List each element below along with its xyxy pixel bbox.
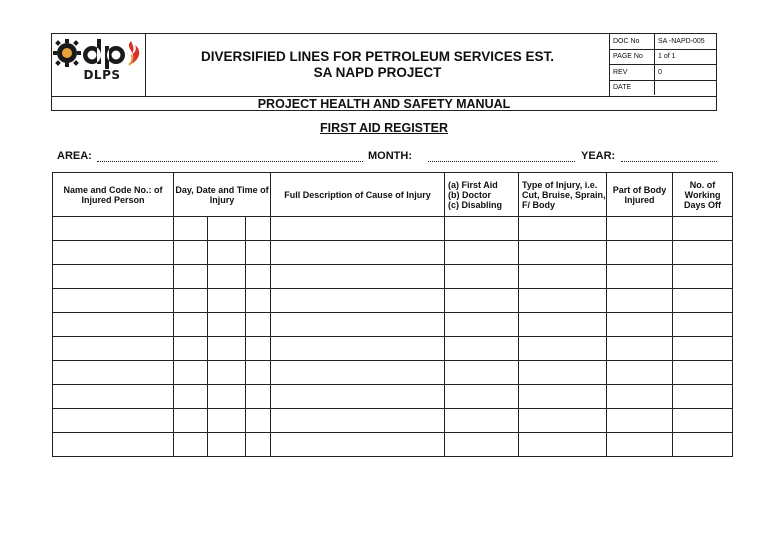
register-cell[interactable]	[208, 241, 246, 265]
register-cell[interactable]	[174, 289, 208, 313]
area-field[interactable]	[97, 161, 363, 162]
register-cell[interactable]	[174, 385, 208, 409]
register-cell[interactable]	[519, 385, 607, 409]
register-cell[interactable]	[53, 289, 174, 313]
classification-b: (b) Doctor	[448, 189, 492, 200]
register-cell[interactable]	[174, 361, 208, 385]
meta-row	[610, 65, 716, 81]
register-body	[53, 217, 733, 457]
table-row	[53, 409, 733, 433]
register-cell[interactable]	[208, 361, 246, 385]
register-cell[interactable]	[271, 313, 445, 337]
col-header-injury-type: Type of Injury, i.e. Cut, Bruise, Sprain, F/ Body	[519, 173, 607, 217]
area-label: AREA:	[57, 150, 92, 162]
register-cell[interactable]	[53, 433, 174, 457]
register-cell[interactable]	[607, 385, 673, 409]
register-cell[interactable]	[271, 241, 445, 265]
col-header-datetime: Day, Date and Time of Injury	[174, 173, 271, 217]
register-cell[interactable]	[246, 313, 271, 337]
table-row	[53, 433, 733, 457]
register-cell[interactable]	[53, 361, 174, 385]
register-cell[interactable]	[246, 433, 271, 457]
meta-row	[610, 80, 716, 95]
col-header-classification	[445, 173, 519, 217]
meta-label: REV	[610, 65, 655, 81]
register-cell[interactable]	[246, 361, 271, 385]
register-cell[interactable]	[53, 313, 174, 337]
table-row	[53, 337, 733, 361]
register-cell[interactable]	[673, 217, 733, 241]
register-cell[interactable]	[53, 241, 174, 265]
register-cell[interactable]	[246, 241, 271, 265]
table-row	[53, 385, 733, 409]
register-cell[interactable]	[53, 217, 174, 241]
table-row	[53, 241, 733, 265]
register-cell[interactable]	[208, 217, 246, 241]
register-cell[interactable]	[271, 361, 445, 385]
register-cell[interactable]	[673, 361, 733, 385]
register-cell[interactable]	[445, 265, 519, 289]
year-label: YEAR:	[581, 150, 616, 162]
register-cell[interactable]	[53, 265, 174, 289]
register-cell[interactable]	[246, 217, 271, 241]
register-cell[interactable]	[208, 385, 246, 409]
register-cell[interactable]	[519, 409, 607, 433]
register-cell[interactable]	[607, 409, 673, 433]
col-header-description: Full Description of Cause of Injury	[271, 173, 445, 217]
company-logo	[52, 34, 146, 96]
company-title-cell	[146, 34, 610, 96]
meta-value: SA -NAPD-005	[655, 34, 717, 49]
meta-label: DOC No	[610, 34, 655, 49]
register-cell[interactable]	[445, 433, 519, 457]
register-cell[interactable]	[246, 289, 271, 313]
meta-label: PAGE No	[610, 49, 655, 65]
month-field[interactable]	[428, 161, 575, 162]
register-cell[interactable]	[673, 433, 733, 457]
register-cell[interactable]	[519, 433, 607, 457]
meta-label: DATE	[610, 80, 655, 95]
register-cell[interactable]	[208, 289, 246, 313]
register-cell[interactable]	[246, 337, 271, 361]
register-cell[interactable]	[174, 337, 208, 361]
table-header-row	[53, 173, 733, 217]
register-cell[interactable]	[208, 313, 246, 337]
register-cell[interactable]	[174, 265, 208, 289]
register-cell[interactable]	[53, 337, 174, 361]
dlps-logo-icon	[53, 35, 145, 71]
register-cell[interactable]	[607, 433, 673, 457]
register-cell[interactable]	[519, 241, 607, 265]
register-cell[interactable]	[53, 409, 174, 433]
table-row	[53, 217, 733, 241]
register-cell[interactable]	[445, 385, 519, 409]
register-cell[interactable]	[445, 409, 519, 433]
register-cell[interactable]	[445, 241, 519, 265]
register-cell[interactable]	[445, 337, 519, 361]
register-cell[interactable]	[519, 337, 607, 361]
register-cell[interactable]	[246, 265, 271, 289]
meta-value: 0	[655, 65, 717, 81]
register-cell[interactable]	[174, 241, 208, 265]
register-cell[interactable]	[271, 217, 445, 241]
register-cell[interactable]	[607, 337, 673, 361]
register-cell[interactable]	[174, 409, 208, 433]
register-cell[interactable]	[208, 337, 246, 361]
register-cell[interactable]	[519, 217, 607, 241]
meta-value	[655, 80, 717, 95]
classification-a: (a) First Aid	[448, 179, 498, 190]
meta-row	[610, 34, 716, 49]
register-cell[interactable]	[271, 289, 445, 313]
manual-title: PROJECT HEALTH AND SAFETY MANUAL	[52, 96, 716, 111]
col-header-body-part: Part of Body Injured	[607, 173, 673, 217]
register-cell[interactable]	[246, 409, 271, 433]
register-cell[interactable]	[607, 313, 673, 337]
logo-text: DLPS	[83, 68, 121, 82]
register-cell[interactable]	[445, 313, 519, 337]
col-header-name: Name and Code No.: of Injured Person	[53, 173, 174, 217]
register-cell[interactable]	[174, 217, 208, 241]
register-cell[interactable]	[208, 433, 246, 457]
register-cell[interactable]	[673, 409, 733, 433]
table-row	[53, 361, 733, 385]
register-cell[interactable]	[271, 433, 445, 457]
register-cell[interactable]	[271, 409, 445, 433]
register-cell[interactable]	[673, 385, 733, 409]
register-cell[interactable]	[607, 241, 673, 265]
project-name: SA NAPD PROJECT	[313, 65, 442, 80]
register-cell[interactable]	[53, 385, 174, 409]
register-cell[interactable]	[174, 313, 208, 337]
document-header	[51, 33, 717, 111]
first-aid-register-table	[52, 172, 733, 457]
document-meta-table	[610, 34, 716, 95]
table-row	[53, 265, 733, 289]
register-cell[interactable]	[271, 385, 445, 409]
register-cell[interactable]	[519, 265, 607, 289]
company-name: DIVERSIFIED LINES FOR PETROLEUM SERVICES EST.	[200, 49, 555, 64]
meta-row	[610, 49, 716, 65]
classification-c: (c) Disabling	[448, 199, 503, 210]
register-cell[interactable]	[445, 361, 519, 385]
register-cell[interactable]	[673, 313, 733, 337]
register-title: FIRST AID REGISTER	[319, 121, 448, 135]
register-cell[interactable]	[607, 217, 673, 241]
register-cell[interactable]	[271, 337, 445, 361]
register-cell[interactable]	[445, 289, 519, 313]
register-cell[interactable]	[246, 385, 271, 409]
register-cell[interactable]	[607, 361, 673, 385]
register-cell[interactable]	[208, 265, 246, 289]
register-cell[interactable]	[607, 265, 673, 289]
register-cell[interactable]	[519, 361, 607, 385]
col-header-days-off: No. of Working Days Off	[673, 173, 733, 217]
register-cell[interactable]	[673, 241, 733, 265]
table-row	[53, 289, 733, 313]
register-cell[interactable]	[519, 289, 607, 313]
register-cell[interactable]	[607, 289, 673, 313]
month-label: MONTH:	[368, 150, 412, 162]
year-field[interactable]	[621, 161, 717, 162]
table-row	[53, 313, 733, 337]
register-cell[interactable]	[445, 217, 519, 241]
register-cell[interactable]	[673, 289, 733, 313]
meta-value: 1 of 1	[655, 49, 717, 65]
register-cell[interactable]	[673, 265, 733, 289]
register-cell[interactable]	[208, 409, 246, 433]
register-cell[interactable]	[271, 265, 445, 289]
register-cell[interactable]	[673, 337, 733, 361]
register-cell[interactable]	[174, 433, 208, 457]
register-cell[interactable]	[519, 313, 607, 337]
